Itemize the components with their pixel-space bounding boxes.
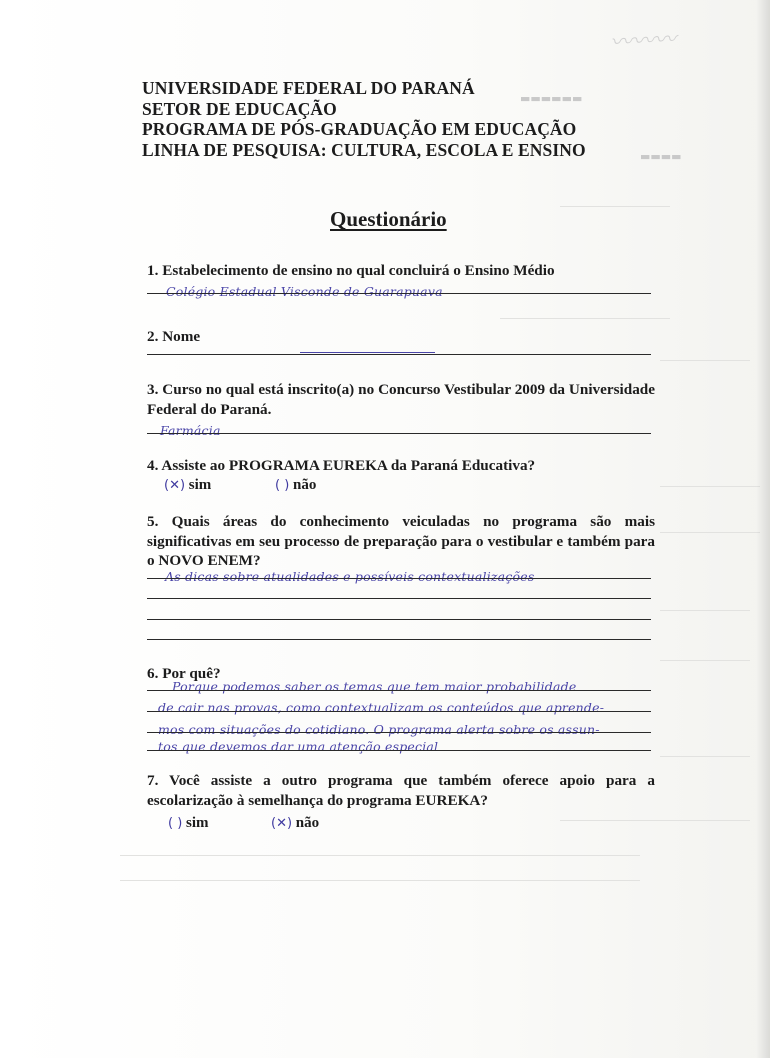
- question-6-answer-line-4-text[interactable]: tos que devemos dar uma atenção especial: [158, 739, 439, 754]
- question-1-answer-line: [147, 293, 651, 294]
- question-6-answer-line-1-text[interactable]: Porque podemos saber os temas que tem maior probabilidade: [172, 679, 577, 694]
- bleed-through-line: [120, 855, 640, 856]
- question-3-answer[interactable]: Farmácia: [160, 423, 221, 438]
- header-research-line: LINHA DE PESQUISA: CULTURA, ESCOLA E ENSINO: [142, 139, 586, 160]
- institution-header: [142, 78, 586, 160]
- question-4-yes-label: sim: [188, 477, 212, 493]
- question-5-answer-line-4: [147, 639, 651, 640]
- question-2-text: 2. Nome: [147, 328, 201, 345]
- bleed-through-line: [120, 880, 640, 881]
- question-6-answer-line-1: [147, 690, 651, 691]
- bleed-through-line: [660, 610, 750, 611]
- question-2-name-stroke: [300, 352, 435, 353]
- question-4-text: 4. Assiste ao PROGRAMA EUREKA da Paraná Educativa?: [147, 457, 536, 474]
- question-7-no-label: não: [295, 815, 320, 831]
- bleed-through-line: [560, 206, 670, 207]
- question-6-answer-line-3-text[interactable]: mos com situações do cotidiano. O programa alerta sobre os assun-: [158, 722, 600, 737]
- question-4-option-yes[interactable]: [164, 477, 211, 494]
- header-program: PROGRAMA DE PÓS-GRADUAÇÃO EM EDUCAÇÃO: [142, 119, 577, 139]
- question-2-answer-line: [147, 354, 651, 355]
- question-7-yes-checkbox[interactable]: ( ): [168, 816, 183, 831]
- question-6-answer-line-3: [147, 732, 651, 733]
- question-4-no-label: não: [293, 477, 317, 493]
- page-title: Questionário: [330, 207, 447, 231]
- bleed-through-line: [560, 820, 750, 821]
- question-5-answer-line-1: [147, 578, 651, 579]
- question-7-option-yes[interactable]: [168, 815, 209, 832]
- bleed-through-handwriting: 〰〰〰: [609, 26, 677, 55]
- question-6-answer-line-2: [147, 711, 651, 712]
- bleed-through-line: [660, 486, 760, 487]
- question-3-answer-line: [147, 433, 651, 434]
- question-4-yes-checkbox[interactable]: (✕): [164, 478, 186, 493]
- question-1-text: 1. Estabelecimento de ensino no qual concluirá o Ensino Médio: [147, 262, 555, 279]
- bleed-through-line: [660, 660, 750, 661]
- question-3-text: 3. Curso no qual está inscrito(a) no Concurso Vestibular 2009 da Universidade Federal do Paraná.: [147, 381, 655, 418]
- question-7-text: 7. Você assiste a outro programa que também oferece apoio para a escolarização à semelhança do programa EUREKA?: [147, 772, 655, 809]
- question-4-option-no[interactable]: [275, 477, 316, 494]
- question-7-yes-label: sim: [186, 815, 209, 831]
- question-5-text: 5. Quais áreas do conhecimento veiculadas no programa são mais significativas em seu processo de preparação para o vestibular e também para o NOVO ENEM?: [147, 513, 655, 569]
- question-5-answer-line-3: [147, 619, 651, 620]
- question-6-answer-line-2-text[interactable]: de cair nas provas, como contextualizam os conteúdos que aprende-: [158, 700, 605, 715]
- bleed-through-text: ▬▬▬▬: [640, 150, 682, 163]
- bleed-through-text: ▬▬▬▬▬▬: [520, 92, 583, 105]
- question-6-answer-line-4: [147, 750, 651, 751]
- bleed-through-line: [660, 360, 750, 361]
- bleed-through-line: [500, 318, 670, 319]
- question-1-answer[interactable]: Colégio Estadual Visconde de Guarapuava: [166, 284, 443, 299]
- header-university: UNIVERSIDADE FEDERAL DO PARANÁ: [142, 78, 475, 98]
- page-edge-shadow: [756, 0, 770, 1058]
- question-4-no-checkbox[interactable]: ( ): [275, 478, 290, 493]
- bleed-through-line: [660, 756, 750, 757]
- question-6-text: 6. Por quê?: [147, 665, 221, 682]
- question-7-no-checkbox[interactable]: (✕): [271, 816, 293, 831]
- question-5-answer-line-2: [147, 598, 651, 599]
- question-7-option-no[interactable]: [271, 815, 319, 832]
- question-5-answer[interactable]: As dicas sobre atualidades e possíveis contextualizações: [165, 569, 535, 584]
- bleed-through-line: [660, 532, 760, 533]
- header-sector: SETOR DE EDUCAÇÃO: [142, 98, 337, 119]
